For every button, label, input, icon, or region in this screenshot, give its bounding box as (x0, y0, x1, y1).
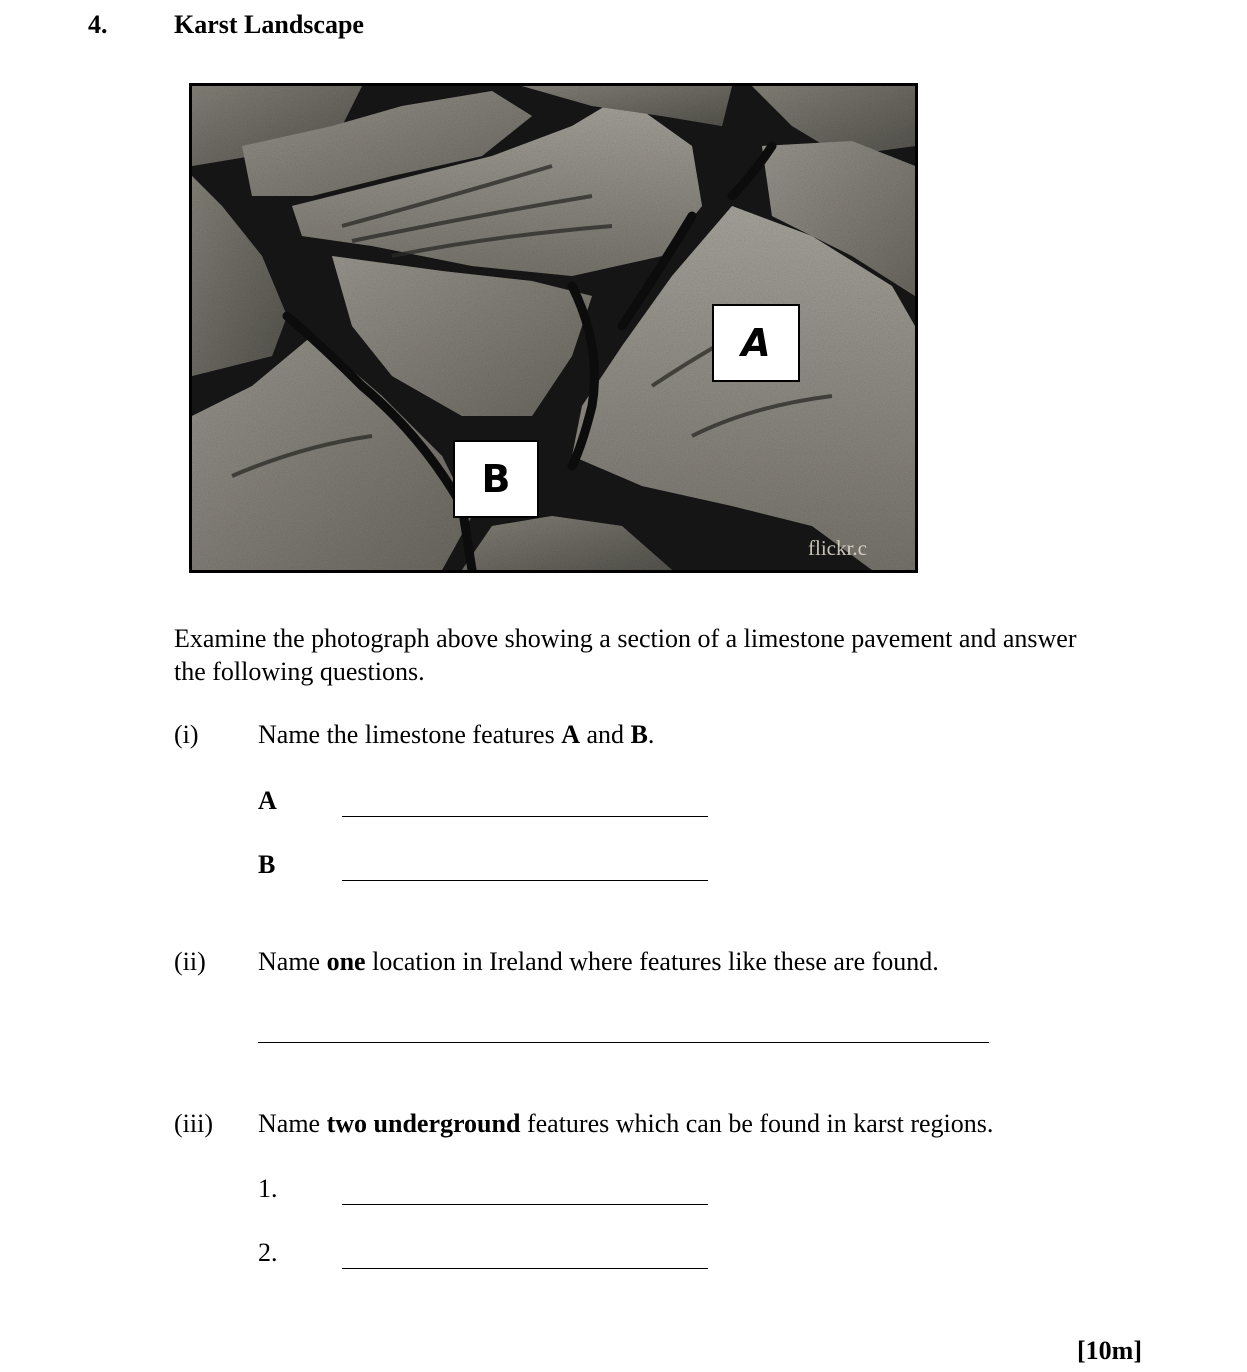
answer-label-b: B (258, 850, 276, 879)
answer-line-2[interactable] (342, 1268, 708, 1269)
part-i-number: (i) (174, 720, 199, 749)
photo-watermark: flickr.c (808, 536, 867, 560)
answer-label-1: 1. (258, 1174, 278, 1203)
limestone-pavement-photo (189, 83, 918, 573)
feature-label-b: B (453, 440, 539, 518)
part-i-question: Name the limestone features A and B. (258, 720, 655, 749)
answer-line-a[interactable] (342, 816, 708, 817)
part-iii-number: (iii) (174, 1109, 213, 1138)
answer-line-location[interactable] (258, 1042, 989, 1043)
instructions: Examine the photograph above showing a section of a limestone pavement and answer the following questions. (174, 624, 1077, 686)
limestone-photo-drawing (192, 86, 915, 570)
answer-label-a: A (258, 786, 277, 815)
answer-label-2: 2. (258, 1238, 278, 1267)
answer-line-b[interactable] (342, 880, 708, 881)
question-title: Karst Landscape (174, 10, 364, 39)
answer-line-1[interactable] (342, 1204, 708, 1205)
feature-label-a: A (712, 304, 800, 382)
part-ii-number: (ii) (174, 947, 206, 976)
part-ii-question: Name one location in Ireland where features like these are found. (258, 947, 939, 976)
marks-total: [10m] (1077, 1336, 1142, 1365)
question-number: 4. (88, 10, 108, 39)
part-iii-question: Name two underground features which can be found in karst regions. (258, 1109, 994, 1138)
